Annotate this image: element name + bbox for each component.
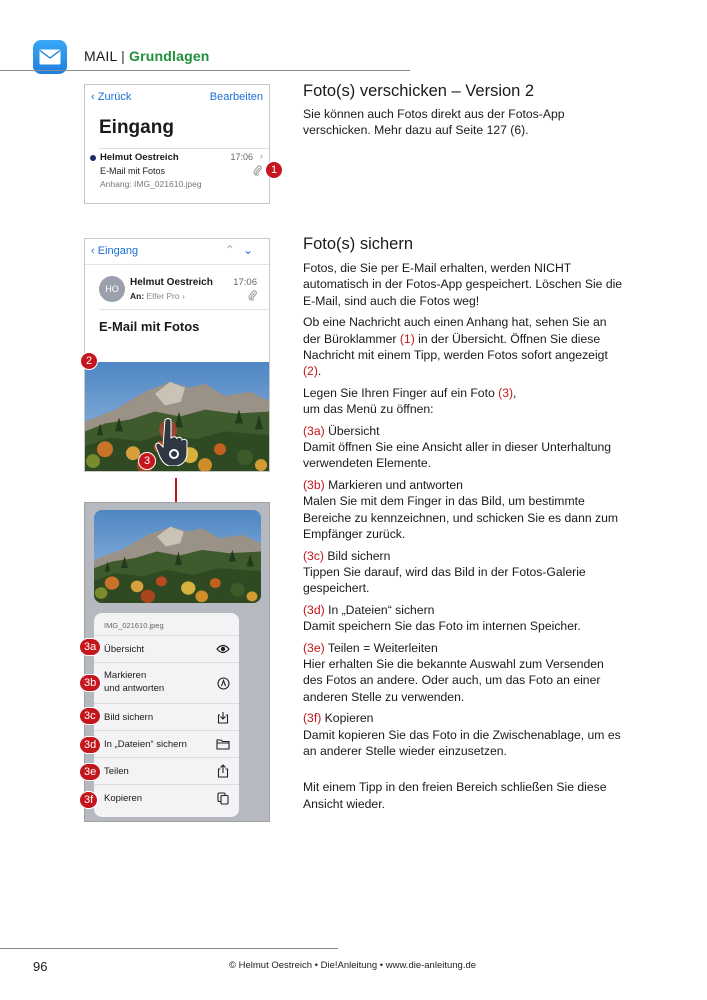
- callout-badge-3a: 3a: [79, 638, 101, 656]
- message-nav[interactable]: [225, 243, 261, 257]
- share-icon: [216, 764, 230, 778]
- copy-icon: [216, 792, 230, 806]
- context-menu: [94, 613, 239, 817]
- callout-badge-2: 2: [80, 352, 98, 370]
- markup-icon: [216, 677, 230, 691]
- footer-copyright: © Helmut Oestreich • Die!Anleitung • www.die-anleitung.de: [229, 960, 477, 971]
- header-subsection: Grundlagen: [129, 48, 210, 64]
- inbox-title: Eingang: [99, 117, 174, 138]
- chevron-down-icon[interactable]: ⌄: [242, 243, 261, 257]
- avatar: HO: [99, 276, 125, 302]
- header-separator: |: [121, 48, 125, 64]
- divider: [99, 148, 269, 149]
- inbox-screenshot: [84, 84, 270, 204]
- mail-time: 17:06: [230, 152, 253, 162]
- header-rule: [0, 70, 410, 71]
- mail-sender[interactable]: Helmut Oestreich: [100, 152, 179, 163]
- menu-item-bild-sichern[interactable]: Bild sichern: [94, 703, 239, 730]
- mail-app-icon: [33, 40, 67, 74]
- divider: [85, 264, 269, 265]
- callout-badge-3e: 3e: [79, 763, 101, 781]
- edit-button[interactable]: Bearbeiten: [209, 91, 263, 103]
- mail-time: 17:06: [233, 277, 257, 288]
- finger-tap-icon: [152, 414, 192, 466]
- page-header: [84, 48, 210, 64]
- heading-send-photos: Foto(s) verschicken – Version 2: [303, 82, 535, 100]
- divider: [99, 309, 269, 310]
- paragraph-not-saved: Fotos, die Sie per E-Mail erhalten, werden NICHT automatisch in der Fotos-App gespeichert. Löschen Sie die E-Mail, sind auch die Fotos weg!: [303, 261, 623, 308]
- chevron-right-icon: ›: [259, 151, 263, 162]
- entry-3e: (3e) Teilen = Weiterleiten Hier erhalten Sie die bekannte Auswahl zum Versenden des Fotos an andere. Oder auch, um das Foto an einer anderen Stelle zu verwenden.: [303, 640, 604, 704]
- mail-subject: E-Mail mit Fotos: [100, 166, 166, 176]
- callout-badge-1: 1: [265, 161, 283, 179]
- callout-badge-3: 3: [138, 452, 156, 470]
- heading-save-photos: Foto(s) sichern: [303, 235, 414, 253]
- menu-item-teilen[interactable]: Teilen: [94, 757, 239, 784]
- callout-badge-3f: 3f: [79, 791, 98, 809]
- entry-3f: (3f) Kopieren Damit kopieren Sie das Foto in die Zwischenablage, um es an anderer Stelle wieder einzusetzen.: [303, 711, 621, 758]
- menu-item-in-dateien-sichern[interactable]: In „Dateien“ sichern: [94, 730, 239, 757]
- chevron-up-icon[interactable]: ⌃: [224, 243, 243, 257]
- footer-rule: [0, 948, 338, 949]
- paperclip-icon: [253, 165, 262, 178]
- entry-3d: (3d) In „Dateien“ sichern Damit speichern Sie das Foto im internen Speicher.: [303, 602, 581, 634]
- mail-attachment-preview: Anhang: IMG_021610.jpeg: [100, 179, 202, 189]
- callout-badge-3c: 3c: [79, 707, 101, 725]
- paragraph-closing: Mit einem Tipp in den freien Bereich schließen Sie diese Ansicht wieder.: [303, 780, 607, 811]
- mail-recipient[interactable]: An: Elfer Pro ›: [130, 291, 185, 301]
- header-section: MAIL: [84, 48, 117, 64]
- save-image-icon: [216, 711, 230, 725]
- menu-item-kopieren[interactable]: Kopieren: [94, 784, 239, 817]
- entry-3b: (3b) Markieren und antworten Malen Sie mit dem Finger in das Bild, um bestimmte Bereiche zu kennzeichnen, und schicken Sie es dann zum Empfänger zurück.: [303, 477, 619, 542]
- entry-3a: (3a) Übersicht Damit öffnen Sie eine Ansicht aller in dieser Unterhaltung verwendeten Elemente.: [303, 423, 612, 471]
- back-to-inbox-link[interactable]: ‹ Eingang: [91, 245, 139, 257]
- folder-icon: [216, 738, 230, 752]
- section-send-photos: [303, 81, 623, 139]
- menu-filename: IMG_021610.jpeg: [104, 621, 164, 630]
- entry-3c: (3c) Bild sichern Tippen Sie darauf, wird das Bild in der Fotos-Galerie gespeichert.: [303, 548, 586, 596]
- mail-subject: E-Mail mit Fotos: [99, 319, 200, 334]
- paragraph-send-photos: Sie können auch Fotos direkt aus der Fotos-App verschicken. Mehr dazu auf Seite 127 (6).: [303, 107, 565, 138]
- context-menu-screenshot: [84, 502, 270, 822]
- menu-item-uebersicht[interactable]: Übersicht: [94, 635, 239, 662]
- page-number: 96: [33, 959, 48, 974]
- mail-sender[interactable]: Helmut Oestreich: [130, 277, 213, 288]
- unread-dot-icon: [90, 155, 96, 161]
- paragraph-long-press: Legen Sie Ihren Finger auf ein Foto (3), um das Menü zu öffnen:: [303, 385, 517, 417]
- paragraph-attachment: Ob eine Nachricht auch einen Anhang hat, sehen Sie an der Büroklammer (1) in der Übersicht. Öffnen Sie diese Nachricht mit einem Tipp, werden Fotos sofort angezeigt (2).: [303, 315, 608, 379]
- eye-icon: [216, 643, 230, 657]
- section-save-photos: [303, 234, 623, 812]
- back-link[interactable]: ‹ Zurück: [91, 91, 132, 103]
- menu-item-markieren[interactable]: Markieren und antworten: [94, 662, 239, 703]
- callout-badge-3b: 3b: [79, 674, 101, 692]
- envelope-icon: [39, 49, 61, 65]
- paperclip-icon: [248, 290, 257, 303]
- photo-preview: [94, 510, 261, 603]
- callout-badge-3d: 3d: [79, 736, 101, 754]
